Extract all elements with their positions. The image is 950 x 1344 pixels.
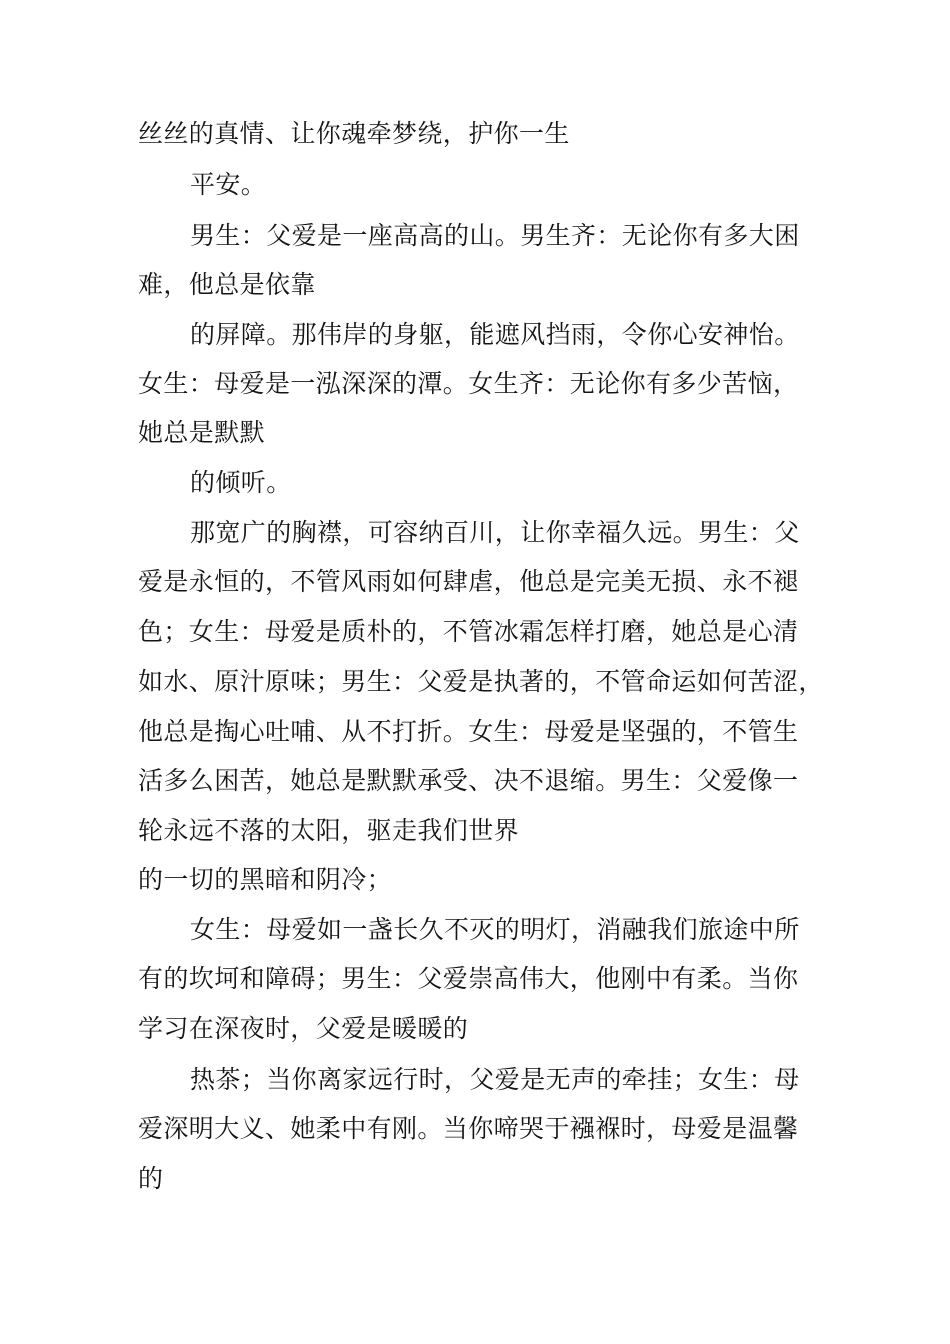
text-line: 男生：父爱是一座高高的山。男生齐：无论你有多大困 bbox=[190, 221, 800, 250]
text-line: 她总是默默 bbox=[138, 418, 266, 447]
text-line: 有的坎坷和障碍；男生：父爱崇高伟大，他刚中有柔。当你 bbox=[138, 964, 799, 993]
text-line: 女生：母爱是一泓深深的潭。女生齐：无论你有多少苦恼， bbox=[138, 369, 799, 398]
text-line: 爱深明大义、她柔中有刚。当你啼哭于襁褓时，母爱是温馨 bbox=[138, 1114, 799, 1143]
text-line: 的倾听。 bbox=[190, 468, 292, 497]
text-line: 难，他总是依靠 bbox=[138, 270, 316, 299]
text-line: 轮永远不落的太阳，驱走我们世界 bbox=[138, 816, 520, 845]
text-line: 热茶；当你离家远行时，父爱是无声的牵挂；女生：母 bbox=[190, 1065, 800, 1094]
text-line: 学习在深夜时，父爱是暖暖的 bbox=[138, 1014, 469, 1043]
text-line: 爱是永恒的，不管风雨如何肆虐，他总是完美无损、永不褪 bbox=[138, 567, 799, 596]
text-line: 色；女生：母爱是质朴的，不管冰霜怎样打磨，她总是心清 bbox=[138, 617, 799, 646]
text-line: 的一切的黑暗和阴冷； bbox=[138, 865, 393, 894]
text-line: 女生：母爱如一盏长久不灭的明灯，消融我们旅途中所 bbox=[190, 915, 800, 944]
text-line: 的 bbox=[138, 1164, 164, 1193]
text-line: 丝丝的真情、让你魂牵梦绕，护你一生 bbox=[138, 119, 570, 148]
text-line: 的屏障。那伟岸的身躯，能遮风挡雨，令你心安神怡。 bbox=[190, 320, 800, 349]
text-line: 如水、原汁原味；男生：父爱是执著的，不管命运如何苦涩， bbox=[138, 667, 824, 696]
text-line: 他总是掏心吐哺、从不打折。女生：母爱是坚强的，不管生 bbox=[138, 717, 799, 746]
text-line: 活多么困苦，她总是默默承受、决不退缩。男生：父爱像一 bbox=[138, 766, 799, 795]
text-line: 平安。 bbox=[190, 170, 267, 199]
text-line: 那宽广的胸襟，可容纳百川，让你幸福久远。男生：父 bbox=[190, 518, 800, 547]
